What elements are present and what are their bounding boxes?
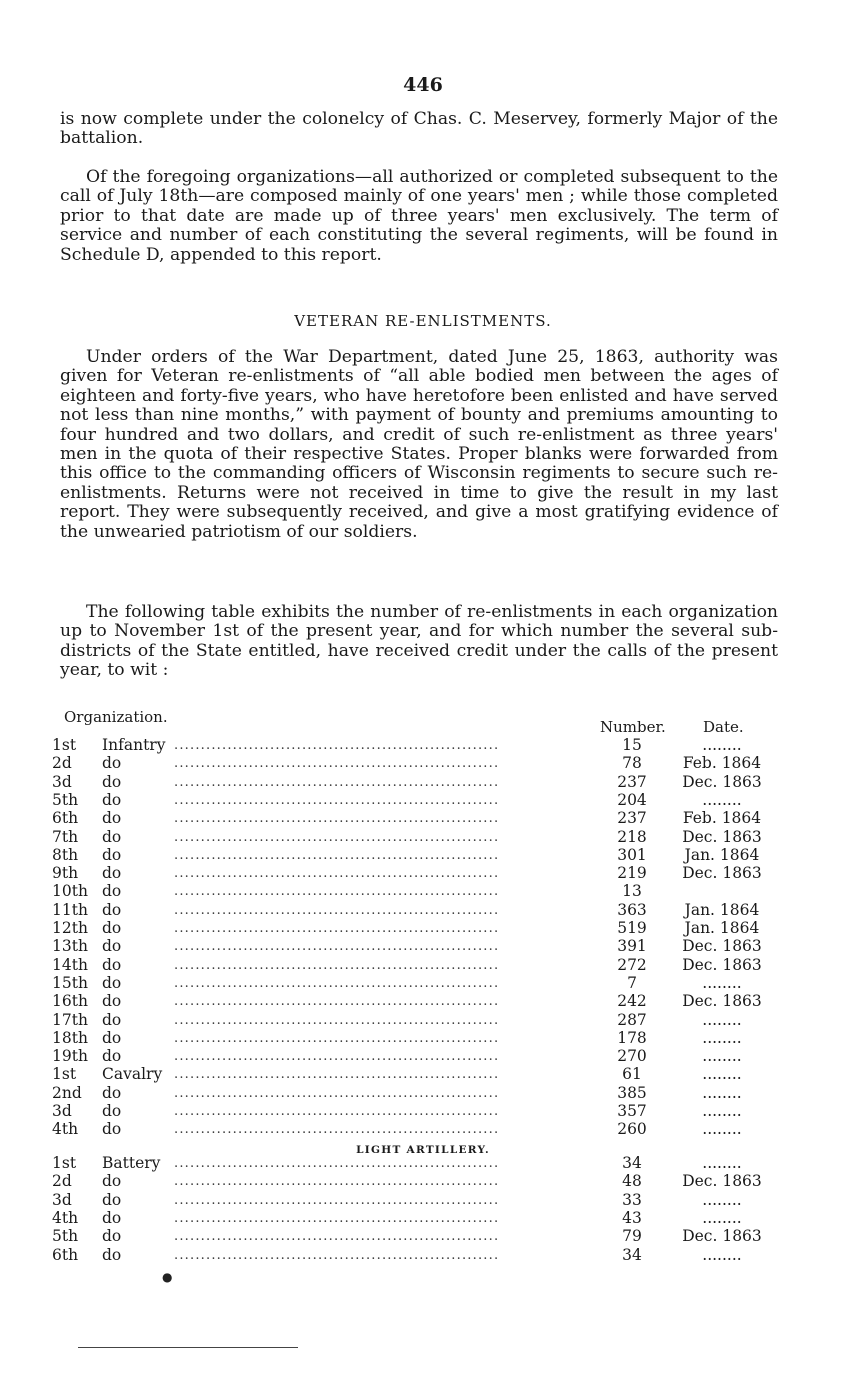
ordinal-cell: 1st xyxy=(52,1154,77,1172)
unit-cell: do xyxy=(102,1245,122,1264)
table-row xyxy=(52,1102,772,1121)
table-row xyxy=(52,773,772,792)
leader-dots: ............................................................. xyxy=(174,1192,500,1208)
ordinal-cell: 2d xyxy=(52,1172,72,1191)
leader-dots: ............................................................. xyxy=(174,1067,500,1083)
unit-cell: do xyxy=(102,1102,122,1120)
unit-cell: do xyxy=(102,1208,122,1227)
table-row xyxy=(52,974,772,993)
unit-cell: do xyxy=(102,955,122,974)
date-cell: Dec. 1863 xyxy=(682,955,762,974)
number-cell: 48 xyxy=(622,1172,642,1191)
leader-dots: ............................................................. xyxy=(174,994,500,1010)
ordinal-cell: 1st xyxy=(52,736,77,754)
leader-dots: ............................................................. xyxy=(174,921,500,936)
number-cell: 218 xyxy=(617,827,647,846)
table-row xyxy=(52,1120,772,1139)
unit-cell: Battery xyxy=(102,1154,161,1172)
unit-cell: do xyxy=(102,1083,122,1102)
date-cell: Feb. 1864 xyxy=(682,809,762,828)
leader-dots: ............................................................. xyxy=(174,902,500,918)
paragraph-1: is now complete under the colonelcy of Chas. C. Meservey, formerly Major of the battalion. xyxy=(60,109,778,149)
date-cell: ........ xyxy=(702,1047,742,1066)
date-cell: ........ xyxy=(702,1120,742,1139)
ordinal-cell: 15th xyxy=(52,973,88,992)
ordinal-cell: 10th xyxy=(52,882,88,901)
number-cell: 204 xyxy=(617,790,647,809)
table-row xyxy=(52,791,772,810)
number-cell: 287 xyxy=(617,1010,647,1029)
table-row xyxy=(52,1191,772,1210)
leader-dots: ............................................................. xyxy=(174,957,500,973)
unit-cell: do xyxy=(102,864,122,883)
ordinal-cell: 4th xyxy=(52,1120,79,1139)
column-header-organization: Organization. xyxy=(64,708,168,726)
date-cell: Dec. 1863 xyxy=(682,772,762,791)
unit-cell: do xyxy=(102,1190,122,1209)
unit-cell: do xyxy=(102,809,122,828)
table-row xyxy=(52,754,772,773)
table-row xyxy=(52,828,772,847)
number-cell: 363 xyxy=(617,900,647,919)
number-cell: 385 xyxy=(617,1083,647,1102)
ordinal-cell: 16th xyxy=(52,992,88,1011)
date-cell: ........ xyxy=(702,1065,742,1084)
ordinal-cell: 2d xyxy=(52,754,72,773)
ordinal-cell: 1st xyxy=(52,1065,77,1084)
leader-dots: ............................................................. xyxy=(174,1210,500,1226)
paragraph-3: Under orders of the War Department, dated June 25, 1863, authority was given for Veteran re-enlistments of “all able bodied men between the ages of eighteen and forty-five years, who have heretofore been enlisted and have served not less than nine months,” with payment of bounty and premiums amounting to four hundred and two dollars, and credit of such re-enlistment as three years' men in the quota of their respective States. Proper blanks were forwarded from this office to the commanding officers of Wisconsin regiments to secure such re-enlistments. Returns were not received in time to give the result in my last report. They were subsequently received, and give a most gratifying evidence of the unwearied patriotism of our soldiers. xyxy=(60,347,778,542)
ordinal-cell: 14th xyxy=(52,955,88,974)
ordinal-cell: 12th xyxy=(52,919,88,937)
table-row xyxy=(52,937,772,956)
leader-dots: ............................................................. xyxy=(174,847,500,863)
ordinal-cell: 3d xyxy=(52,1190,72,1209)
table-row xyxy=(52,1047,772,1066)
table-row xyxy=(52,992,772,1011)
unit-cell: do xyxy=(102,882,122,901)
date-cell: ........ xyxy=(702,1154,742,1172)
number-cell: 43 xyxy=(622,1208,642,1227)
table-row xyxy=(52,901,772,920)
leader-dots: ............................................................. xyxy=(174,1104,500,1119)
ordinal-cell: 8th xyxy=(52,845,79,864)
table-row xyxy=(52,882,772,901)
number-cell: 242 xyxy=(617,992,647,1011)
number-cell: 219 xyxy=(617,864,647,883)
table-row xyxy=(52,1029,772,1048)
unit-cell: do xyxy=(102,1172,122,1191)
leader-dots: ............................................................. xyxy=(174,1122,500,1138)
table-row xyxy=(52,1011,772,1030)
date-cell: ........ xyxy=(702,1010,742,1029)
leader-dots: ............................................................. xyxy=(174,792,500,808)
number-cell: 7 xyxy=(627,973,637,992)
ordinal-cell: 6th xyxy=(52,809,79,828)
number-cell: 79 xyxy=(622,1227,642,1246)
number-cell: 178 xyxy=(617,1028,647,1047)
light-artillery-heading: LIGHT ARTILLERY. xyxy=(356,1144,490,1156)
unit-cell: do xyxy=(102,973,122,992)
leader-dots: ............................................................. xyxy=(174,866,500,882)
leader-dots: ............................................................. xyxy=(174,1229,500,1245)
date-cell: Dec. 1863 xyxy=(682,992,762,1011)
unit-cell: do xyxy=(102,1120,122,1139)
date-cell: ........ xyxy=(702,790,742,809)
ordinal-cell: 11th xyxy=(52,900,88,919)
section-heading: VETERAN RE-ENLISTMENTS. xyxy=(294,312,552,330)
ordinal-cell: 4th xyxy=(52,1208,79,1227)
number-cell: 15 xyxy=(622,736,642,754)
ordinal-cell: 3d xyxy=(52,1102,72,1120)
number-cell: 34 xyxy=(622,1154,642,1172)
table-row xyxy=(52,1246,772,1265)
paragraph-2: Of the foregoing organizations—all authorized or completed subsequent to the call of July 18th—are composed mainly of one years' men ; while those completed prior to that date are made up of three years' men exclusively. The term of service and number of each constituting the several regiments, will be found in Schedule D, appended to this report. xyxy=(60,167,778,265)
table-row xyxy=(52,1227,772,1246)
table-row xyxy=(52,919,772,938)
date-cell: Dec. 1863 xyxy=(682,864,762,883)
date-cell: ........ xyxy=(702,1245,742,1264)
leader-dots: ............................................................. xyxy=(174,829,500,845)
number-cell: 237 xyxy=(617,809,647,828)
unit-cell: do xyxy=(102,919,122,937)
date-cell: Dec. 1863 xyxy=(682,827,762,846)
ordinal-cell: 5th xyxy=(52,1227,79,1246)
number-cell: 237 xyxy=(617,772,647,791)
date-cell: ........ xyxy=(702,1083,742,1102)
unit-cell: do xyxy=(102,900,122,919)
leader-dots: ............................................................. xyxy=(174,811,500,827)
ordinal-cell: 17th xyxy=(52,1010,88,1029)
date-cell: ........ xyxy=(702,1102,742,1120)
unit-cell: do xyxy=(102,845,122,864)
unit-cell: do xyxy=(102,992,122,1011)
ordinal-cell: 19th xyxy=(52,1047,88,1066)
table-row xyxy=(52,1084,772,1103)
date-cell: Dec. 1863 xyxy=(682,1227,762,1246)
unit-cell: do xyxy=(102,827,122,846)
ordinal-cell: 3d xyxy=(52,772,72,791)
number-cell: 270 xyxy=(617,1047,647,1066)
unit-cell: do xyxy=(102,1047,122,1066)
page-number: 446 xyxy=(403,74,443,96)
unit-cell: do xyxy=(102,937,122,956)
date-cell: ........ xyxy=(702,1190,742,1209)
leader-dots: ............................................................. xyxy=(174,975,500,991)
unit-cell: do xyxy=(102,1010,122,1029)
column-header-date: Date. xyxy=(703,718,744,736)
date-cell: Feb. 1864 xyxy=(682,754,762,773)
date-cell: Dec. 1863 xyxy=(682,1172,762,1191)
number-cell: 357 xyxy=(617,1102,647,1120)
date-cell: ........ xyxy=(702,1208,742,1227)
date-cell: ........ xyxy=(702,973,742,992)
number-cell: 13 xyxy=(622,882,642,901)
ordinal-cell: 2nd xyxy=(52,1083,82,1102)
number-cell: 272 xyxy=(617,955,647,974)
table-row xyxy=(52,956,772,975)
leader-dots: ............................................................. xyxy=(174,1030,500,1046)
date-cell: Jan. 1864 xyxy=(684,919,760,937)
number-cell: 391 xyxy=(617,937,647,956)
leader-dots: ............................................................. xyxy=(174,1156,500,1171)
footer-rule xyxy=(78,1347,298,1348)
number-cell: 61 xyxy=(622,1065,642,1084)
table-row xyxy=(52,1065,772,1084)
leader-dots: ............................................................. xyxy=(174,738,500,753)
unit-cell: do xyxy=(102,772,122,791)
table-row xyxy=(52,736,772,755)
leader-dots: ............................................................. xyxy=(174,756,500,772)
ordinal-cell: 7th xyxy=(52,827,79,846)
leader-dots: ............................................................. xyxy=(174,774,500,790)
number-cell: 260 xyxy=(617,1120,647,1139)
date-cell: Dec. 1863 xyxy=(682,937,762,956)
unit-cell: Cavalry xyxy=(102,1065,163,1084)
unit-cell: do xyxy=(102,790,122,809)
bleed-through-text xyxy=(396,38,401,56)
ordinal-cell: 5th xyxy=(52,790,79,809)
leader-dots: ............................................................. xyxy=(174,1049,500,1065)
table-row xyxy=(52,1154,772,1173)
table-row xyxy=(52,846,772,865)
unit-cell: do xyxy=(102,1028,122,1047)
table-row xyxy=(52,1172,772,1191)
leader-dots: ............................................................. xyxy=(174,1012,500,1028)
unit-cell: do xyxy=(102,754,122,773)
date-cell: Jan. 1864 xyxy=(684,845,760,864)
number-cell: 78 xyxy=(622,754,642,773)
ink-dot: ● xyxy=(162,1270,173,1284)
date-cell: Jan. 1864 xyxy=(684,900,760,919)
number-cell: 34 xyxy=(622,1245,642,1264)
date-cell: ........ xyxy=(702,736,742,754)
date-cell: ........ xyxy=(702,1028,742,1047)
table-row xyxy=(52,864,772,883)
unit-cell: do xyxy=(102,1227,122,1246)
table-row xyxy=(52,1209,772,1228)
paragraph-4: The following table exhibits the number of re-enlistments in each organization up to November 1st of the present year, and for which number the several sub-districts of the State entitled, have received credit under the calls of the present year, to wit : xyxy=(60,602,778,681)
leader-dots: ............................................................. xyxy=(174,884,500,900)
number-cell: 33 xyxy=(622,1190,642,1209)
ordinal-cell: 13th xyxy=(52,937,88,956)
leader-dots: ............................................................. xyxy=(174,1085,500,1101)
number-cell: 301 xyxy=(617,845,647,864)
table-row xyxy=(52,809,772,828)
number-cell: 519 xyxy=(617,919,647,937)
unit-cell: Infantry xyxy=(102,736,166,754)
column-header-number: Number. xyxy=(600,718,666,736)
leader-dots: ............................................................. xyxy=(174,939,500,955)
leader-dots: ............................................................. xyxy=(174,1174,500,1190)
ordinal-cell: 18th xyxy=(52,1028,88,1047)
ordinal-cell: 6th xyxy=(52,1245,79,1264)
leader-dots: ............................................................. xyxy=(174,1247,500,1263)
ordinal-cell: 9th xyxy=(52,864,79,883)
